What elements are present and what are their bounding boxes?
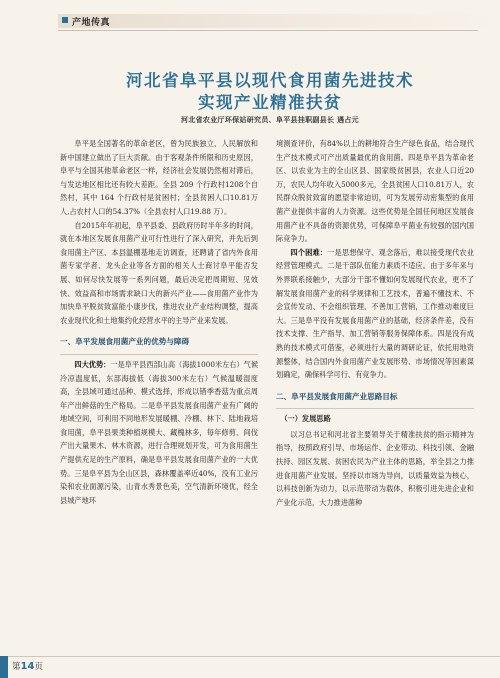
- heading-divider: [276, 408, 474, 409]
- page-prefix: 第: [12, 662, 21, 672]
- section-tag: 产地传真: [72, 18, 111, 28]
- paragraph: [60, 358, 258, 508]
- subsection-heading: （一）发展思路: [280, 414, 331, 424]
- paragraph: 境测查评价，有84%以上的耕地符合生产绿色食品，结合现代生产技术模式可产出质量最优的食用菌。四是阜平县为革命老区、以农业为主的全山区县、国家级贫困县，农业人口近20万，农民人均年收入5000多元，全县贫困人口10.81万人，农民群众脱贫致富的愿望非常迫切，可为发展劳动密集型的食用菌产业提供丰富的人力资源。这些优势是全国任何地区发展食用菌产业不具备的资源优势，可保障阜平菌业有较强的国内国际竞争力。: [276, 139, 474, 244]
- page-number-value: 14: [20, 661, 35, 672]
- paragraph: [276, 246, 474, 382]
- page-suffix: 页: [34, 662, 43, 672]
- section-heading: 二、阜平县发展食用菌产业思路目标: [276, 391, 398, 401]
- paragraph: 阜平是全国著名的革命老区，曾为民族独立、人民解放和新中国建立做出了巨大贡献。由于客观条件所限和历史原因，阜平与全国其他革命老区一样，经济社会发展仍然相对滞后，与发达地区相比还有较大差距。全县 209 个行政村1208个自然村，其中 164 个行政村是贫困村；全县贫困人口10.81万人,占农村人口的54.37%（全县农村人口19.88 万）。: [60, 139, 258, 216]
- advantages-text: 一是阜平县西部山高（海拔1000米左右）气候冷凉温度低，东部海拔低（海拔300米左右）气候温暖湿度高，全县域可通过品种、模式选择，形成以错季香菇为重点周年产出鲜菇的生产格局。二是阜平县发展食用菌产业有广阔的地域空间，可利用不同地形发展暖棚、冷棚、林下、陆地栽培食用菌，阜平县果类种植规模大、藏槐林多，每年修剪、间伐产出大量果木、林木资源，进行合理规划开发，可为食用菌生产提供充足的生产原料，确是阜平县发展食用菌产业的一大优势。三是阜平县为全山区县，森林覆盖率近40%，没有工业污染和农业面源污染，山青水秀景色美，空气清新环境优，经全县城产地环: [60, 359, 259, 505]
- barriers-text: 一是思想保守、观念落后，难以接受现代农业经营管理模式。二是干部队伍能力素质不适应。由于多年来与外界联系接触少，大部分干部不懂如何发展现代农业，更不了解发展食用菌产业的科学规律和工艺技术，普遍不懂技术、不会宣传发动、不会组织管理、不善加工营销，工作推动难度巨大。三是阜平没有发展食用菌产业的基础，经济条件差，没有技术支撑、生产指导、加工营销等服务保障体系。四是没有成熟的技术模式可借鉴，必须进行大量的调研论证，依托用地资源整体，结合国内外食用菌产业发展形势、市场情况等因素谋划确定，确保科学可行、有竞争力。: [276, 247, 474, 380]
- paragraph: 以习总书记和河北省主要领导关于精准扶贫的指示精神为指导，按照政府引导、市场运作、企业带动、科技引领、金融扶持、园区发展、贫困农民为产业主体的思路，举全县之力推进食用菌产业发展。坚持以市场为导向，以质量效益为核心，以科技创新为动力，以示范带动为载体，积极引进先进企业和产业化示范，大力推进菌种: [276, 429, 474, 507]
- footer-divider: [0, 656, 500, 657]
- footer-accent-tab: [0, 656, 8, 678]
- barriers-label: 四个困难：: [290, 247, 328, 257]
- section-header-bar: [58, 14, 500, 28]
- section-heading: 一、阜平发展食用菌产业的优势与障碍: [60, 337, 190, 347]
- article-title-line-2: 实现产业精准扶贫: [198, 93, 342, 112]
- advantages-label: 四大优势：: [74, 359, 111, 369]
- page-number: [12, 660, 43, 672]
- article-title-line-1: 河北省阜平县以现代食用菌先进技术: [126, 71, 414, 90]
- right-column: [276, 137, 474, 509]
- article-byline: 河北省农业厅环保站研究员、阜平县挂职副县长 遇占元: [181, 115, 359, 124]
- header-divider: [58, 30, 478, 31]
- left-column: [60, 137, 258, 507]
- section-marker: [62, 17, 68, 23]
- heading-divider: [60, 354, 258, 355]
- paragraph: 自2015年年初起，阜平县委、县政府历时半年多的时间，就在本地区发展食用菌产业可行性进行了深入研究，并先后到食用菌主产区、本县温棚基地走访调查，还聘请了省内外食用菌专家学者、龙头企业等各方面的相关人士商讨阜平能否发展、如何尽快发展等一系列问题，最后决定把周期短、见效快、效益高和市场需求缺口大的新兴产业——食用菌产业作为加快阜平脱贫致富能小康步伐，推进农业产业结构调整，提高农业现代化和土地集约化经营水平的主导产业来发展。: [60, 220, 258, 325]
